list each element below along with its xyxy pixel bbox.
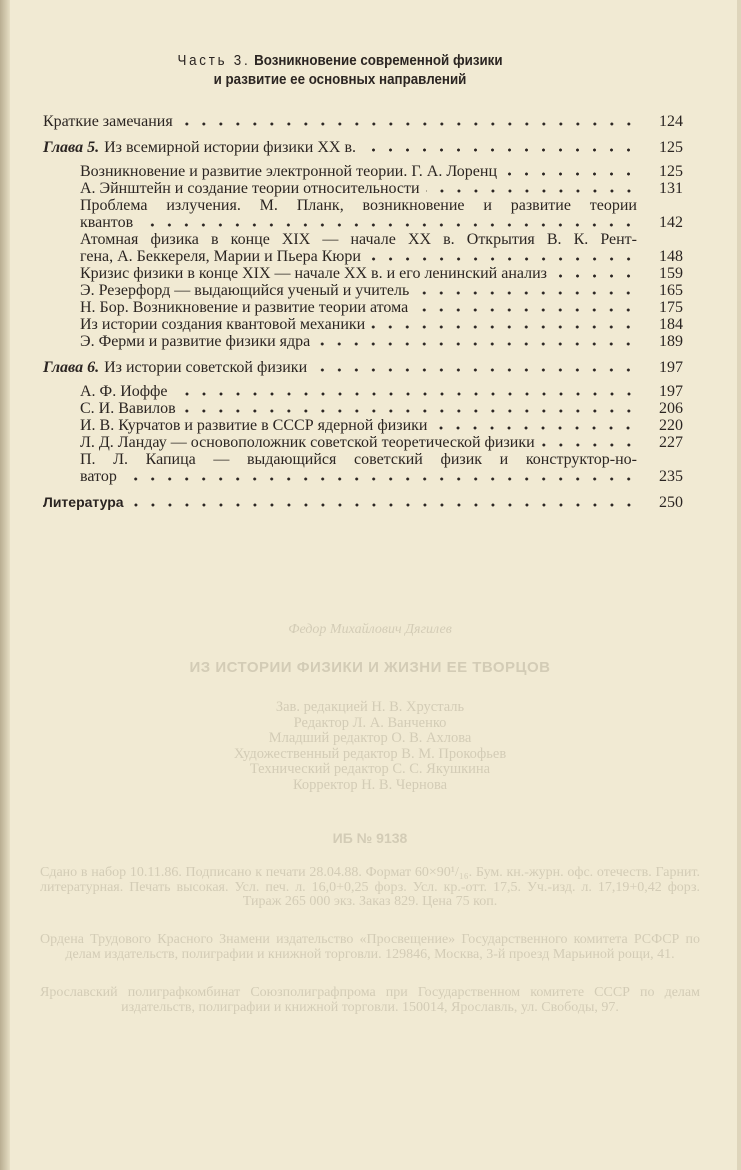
toc-entry (43, 299, 683, 316)
toc-entry-line (80, 299, 683, 316)
part-title-lead: Часть 3. (177, 53, 251, 69)
toc-entry-line (80, 282, 683, 299)
dot-leader (541, 443, 637, 447)
toc-page-number: 131 (659, 180, 683, 197)
toc-entry-line (80, 434, 683, 451)
toc-page-number: 197 (659, 383, 683, 400)
toc-page-number: 197 (659, 359, 683, 376)
toc-entry-line (80, 468, 683, 485)
imprint-book-title: ИЗ ИСТОРИИ ФИЗИКИ И ЖИЗНИ ЕЕ ТВОРЦОВ (189, 659, 551, 676)
imprint-staff (30, 700, 710, 793)
toc-page-number: 125 (659, 163, 683, 180)
toc-entry-title: П. Л. Капица — выдающийся советский физик и конструктор-но- (80, 451, 637, 468)
toc-entry-line (80, 163, 683, 180)
toc-entry-title: Кризис физики в конце XIX — начале XX в. и его ленинский анализ (80, 265, 547, 282)
toc-entry-line (80, 197, 683, 214)
toc-entry (43, 400, 683, 417)
toc-entry-line (43, 139, 683, 156)
dot-leader (130, 503, 637, 507)
dot-leader (182, 409, 637, 413)
toc-entry (43, 163, 683, 180)
toc-page-number: 250 (659, 494, 683, 511)
imprint-ib-number: ИБ № 9138 (332, 830, 408, 846)
toc-entry-line (80, 417, 683, 434)
dot-leader (179, 122, 637, 126)
toc-entry-title: квантов (80, 214, 134, 231)
toc-entry-title: ватор (80, 468, 117, 485)
toc-entry-line (80, 383, 683, 400)
toc-entry (43, 333, 683, 350)
toc-entry-title: Из истории создания квантовой механики (80, 316, 366, 333)
toc-page-number: 227 (659, 434, 683, 451)
toc-entry-line (80, 214, 683, 231)
toc-entry-title: Проблема излучения. М. Планк, возникновение и развитие теории (80, 197, 637, 214)
toc-entry (43, 180, 683, 197)
page-binding-edge (0, 0, 10, 1170)
dot-leader (426, 189, 637, 193)
toc-entry-line (80, 333, 683, 350)
toc-page-number: 142 (659, 214, 683, 231)
imprint-print-details: Сдано в набор 10.11.86. Подписано к печати 28.04.88. Формат 60×90¹/₁₆. Бум. кн.-журн. офс. отечеств. Гарнит. литературная. Печать высокая. Усл. печ. л. 16,0+0,25 форз. Усл. кр.-отт. 17,5. Уч.-изд. л. 17,19+0,42 форз. Тираж 265 000 экз. Заказ 829. Цена 75 коп. (40, 865, 700, 909)
imprint-staff-line: Младший редактор О. В. Ахлова (268, 730, 472, 746)
toc-entry-title: И. В. Курчатов и развитие в СССР ядерной физики (80, 417, 428, 434)
page-right-edge (737, 0, 741, 1170)
toc-entry (43, 113, 683, 130)
toc-entry-line (80, 316, 683, 333)
toc-page-number: 124 (659, 113, 683, 130)
toc-entry-title: Атомная физика в конце XIX — начале XX в. Открытия В. К. Рент- (80, 231, 637, 248)
toc-entry (43, 197, 683, 231)
toc-entry-title: А. Эйнштейн и создание теории относительности (80, 180, 420, 197)
dot-leader (139, 223, 637, 227)
toc-entry-line (43, 494, 683, 511)
toc-entry (43, 265, 683, 282)
toc-entry (43, 434, 683, 451)
toc-entry-title: Э. Резерфорд — выдающийся ученый и учитель (80, 282, 410, 299)
toc-entry-title: Н. Бор. Возникновение и развитие теории атома (80, 299, 409, 316)
dot-leader (433, 426, 637, 430)
toc-entry (43, 231, 683, 265)
imprint-printer: Ярославский полиграфкомбинат Союзполиграфпрома при Государственном комитете СССР по делам издательств, полиграфии и книжной торговли. 150014, Ярославль, ул. Свободы, 97. (40, 985, 700, 1015)
toc-entry-line (80, 231, 683, 248)
toc-entry-title: Из истории советской физики (104, 359, 308, 376)
imprint-staff-line: Технический редактор С. С. Якушкина (249, 761, 491, 777)
part-title (64, 52, 616, 90)
dot-leader (371, 325, 637, 329)
toc-entry (43, 383, 683, 400)
chapter-label: Глава 5. (43, 139, 100, 156)
imprint-staff-line: Редактор Л. А. Ванченко (293, 714, 447, 731)
toc-page-number: 206 (659, 400, 683, 417)
toc-entry-title: Возникновение и развитие электронной теории. Г. А. Лоренц (80, 163, 497, 180)
toc-page-number: 148 (659, 248, 683, 265)
toc-page-number: 159 (659, 265, 683, 282)
imprint-staff-line: Зав. редакцией Н. В. Хрусталь (275, 699, 465, 715)
imprint-staff-line: Корректор Н. В. Чернова (292, 776, 448, 793)
toc-entry (43, 139, 683, 156)
table-of-contents (43, 104, 683, 511)
dot-leader (316, 342, 637, 346)
toc-page-number: 189 (659, 333, 683, 350)
toc-entry-title: Литература (43, 494, 124, 510)
toc-entry-line (80, 265, 683, 282)
toc-entry-line (80, 180, 683, 197)
dot-leader (123, 477, 637, 481)
toc-entry-line (80, 451, 683, 468)
part-title-line1: Возникновение современной физики (254, 53, 503, 69)
toc-page-number: 175 (659, 299, 683, 316)
toc-entry-line (43, 113, 683, 130)
toc-page-number: 165 (659, 282, 683, 299)
chapter-label: Глава 6. (43, 359, 100, 376)
dot-leader (362, 148, 637, 152)
imprint-author: Федор Михайлович Дягилев (288, 622, 452, 637)
toc-entry (43, 316, 683, 333)
dot-leader (414, 308, 637, 312)
dot-leader (415, 291, 637, 295)
toc-entry (43, 282, 683, 299)
toc-entry-line (80, 400, 683, 417)
toc-entry-title: гена, А. Беккереля, Марии и Пьера Кюри (80, 248, 361, 265)
toc-entry-title: С. И. Вавилов (80, 400, 176, 417)
toc-entry-title: Л. Д. Ландау — основоположник советской теоретической физики (80, 434, 535, 451)
imprint-publisher: Ордена Трудового Красного Знамени издательство «Просвещение» Государственного комитета РСФСР по делам издательств, полиграфии и книжной торговли. 129846, Москва, 3-й проезд Марьиной рощи, 41. (40, 932, 700, 962)
dot-leader (367, 257, 637, 261)
toc-entry-title: А. Ф. Иоффе (80, 383, 168, 400)
toc-entry (43, 359, 683, 376)
toc-entry (43, 494, 683, 511)
dot-leader (553, 274, 637, 278)
toc-page-number: 235 (659, 468, 683, 485)
toc-page-number: 184 (659, 316, 683, 333)
toc-entry (43, 417, 683, 434)
imprint-staff-line: Художественный редактор В. М. Прокофьев (233, 745, 507, 762)
toc-entry-title: Из всемирной истории физики XX в. (104, 139, 356, 156)
dot-leader (174, 392, 638, 396)
toc-entry-title: Краткие замечания (43, 113, 173, 130)
toc-page-number: 125 (659, 139, 683, 156)
toc-page-number: 220 (659, 417, 683, 434)
dot-leader (313, 368, 637, 372)
toc-entry (43, 451, 683, 485)
toc-entry-line (43, 359, 683, 376)
part-title-line2: и развитие ее основных направлений (213, 72, 467, 88)
dot-leader (503, 172, 637, 176)
toc-entry-line (80, 248, 683, 265)
toc-entry-title: Э. Ферми и развитие физики ядра (80, 333, 311, 350)
